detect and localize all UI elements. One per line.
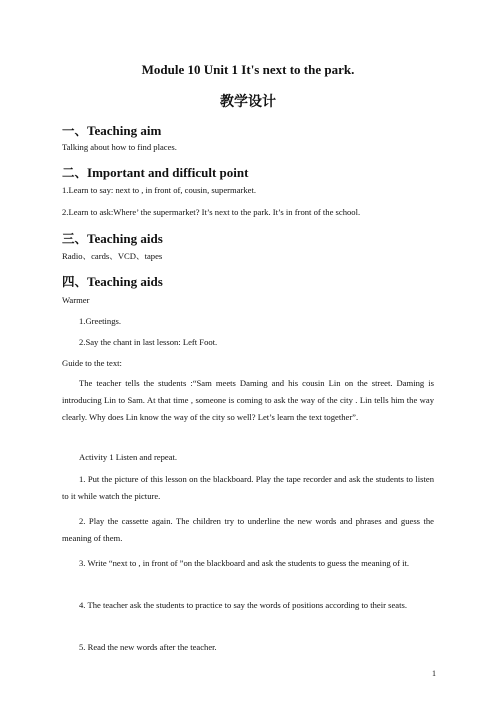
- section-title: Important and difficult point: [87, 165, 249, 180]
- section-number: 三、: [62, 231, 88, 246]
- point-line-1: 1.Learn to say: next to , in front of, cousin, supermarket.: [62, 185, 257, 195]
- aids-text: Radio、cards、VCD、tapes: [62, 251, 163, 261]
- guide-paragraph: The teacher tells the students :“Sam meets Daming and his cousin Lin on the street. Daming is introducing Lin to Sam. At that time , someone is coming to ask the way of the city . Lin tells him the way clearly. Why does Lin know the way of the city so well? Let’s learn the text together”.: [62, 378, 434, 422]
- warmer-step-2: 2.Say the chant in last lesson: Left Foot.: [79, 337, 218, 347]
- section-number: 四、: [62, 274, 88, 289]
- point-line-2: 2.Learn to ask:Where’ the supermarket? It’s next to the park. It’s in front of the school.: [62, 207, 361, 217]
- warmer-label: Warmer: [62, 295, 90, 305]
- section-number: 一、: [62, 123, 88, 138]
- section-heading-procedures: [62, 272, 163, 290]
- section-number: 二、: [62, 165, 88, 180]
- activity-heading: Activity 1 Listen and repeat.: [79, 452, 178, 462]
- activity-step-4: 4. The teacher ask the students to practice to say the words of positions according to their seats.: [79, 600, 407, 610]
- section-heading-teaching-aim: [62, 121, 161, 139]
- warmer-step-1: 1.Greetings.: [79, 316, 122, 326]
- section-heading-important-point: [62, 163, 248, 181]
- document-title: Module 10 Unit 1 It's next to the park.: [141, 62, 355, 77]
- section-title: Teaching aim: [87, 123, 162, 138]
- page-number: 1: [432, 669, 436, 678]
- section-title: Teaching aids: [87, 231, 163, 246]
- activity-step-3: 3. Write “next to , in front of ”on the blackboard and ask the students to guess the meaning of it.: [79, 558, 410, 568]
- guide-label: Guide to the text:: [62, 358, 122, 368]
- activity-step-1: 1. Put the picture of this lesson on the blackboard. Play the tape recorder and ask the students to listen to it while watch the picture.: [62, 474, 434, 501]
- section-title: Teaching aids: [87, 274, 163, 289]
- activity-step-2: 2. Play the cassette again. The children try to underline the new words and phrases and guess the meaning of them.: [62, 516, 434, 543]
- section-heading-teaching-aids: [62, 229, 163, 247]
- activity-step-5: 5. Read the new words after the teacher.: [79, 642, 217, 652]
- aim-text: Talking about how to find places.: [62, 142, 177, 152]
- document-subtitle: 教学设计: [220, 94, 276, 110]
